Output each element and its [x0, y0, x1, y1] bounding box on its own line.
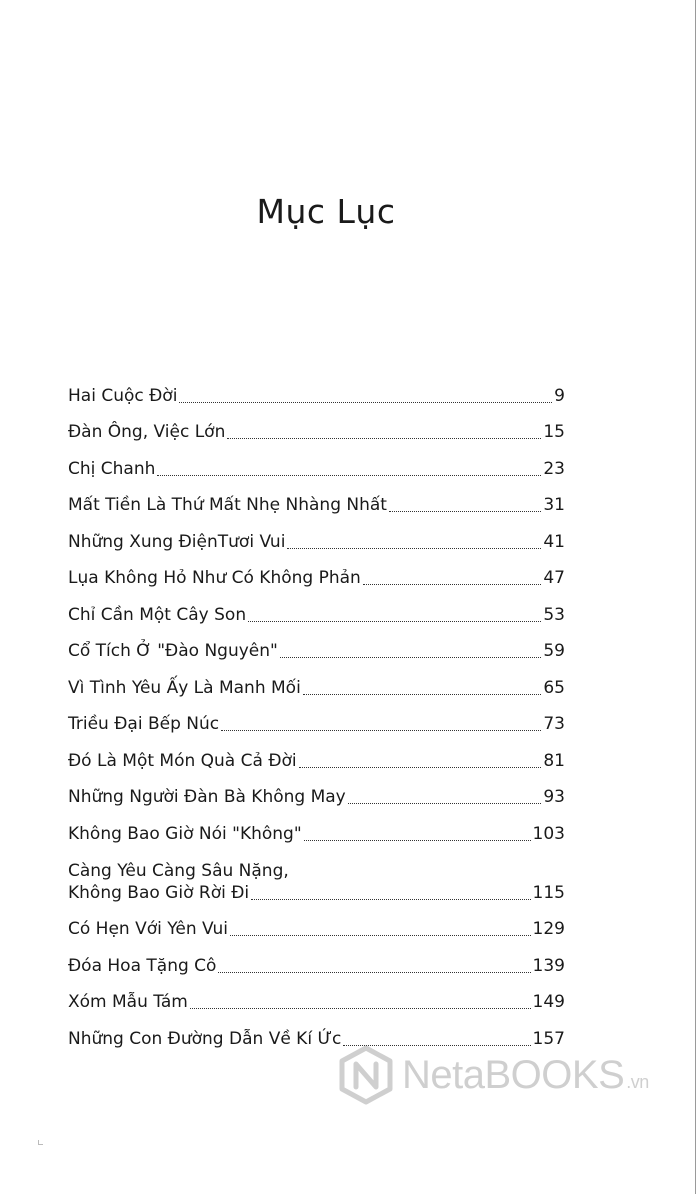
toc-entry-label: Xóm Mẫu Tám — [68, 992, 188, 1012]
dot-leader — [251, 899, 530, 900]
toc-entry-label: Đó Là Một Món Quà Cả Đời — [68, 750, 297, 771]
toc-entry-page: 115 — [532, 882, 565, 903]
dot-leader — [248, 621, 541, 622]
toc-entry — [68, 742, 565, 779]
toc-entry-page: 73 — [543, 714, 565, 734]
toc-entry — [68, 911, 565, 948]
dot-leader — [227, 438, 541, 439]
toc-entry-page: 149 — [532, 992, 565, 1012]
dot-leader — [190, 1008, 531, 1009]
page-edge-line — [695, 0, 696, 1194]
toc-entry-page: 93 — [543, 787, 565, 807]
dot-leader — [218, 972, 530, 973]
toc-entry-page: 23 — [543, 458, 565, 479]
toc-entry-page: 41 — [543, 531, 565, 552]
toc-entry-page: 157 — [532, 1028, 565, 1049]
toc-entry-label-continued: Không Bao Giờ Rời Đi — [68, 882, 250, 903]
dot-leader — [230, 935, 531, 936]
dot-leader — [303, 694, 542, 695]
corner-mark — [38, 1140, 43, 1145]
toc-entry-page: 103 — [532, 823, 565, 844]
neta-n-hexagon-icon — [336, 1045, 396, 1105]
dot-leader — [221, 730, 541, 731]
toc-entry-label: Đóa Hoa Tặng Cô — [68, 955, 217, 976]
toc-entry — [68, 560, 565, 597]
toc-entry-page: 65 — [543, 677, 565, 698]
toc-entry — [68, 852, 565, 911]
toc-entry-label: Những Con Đường Dẫn Về Kí Ức — [68, 1028, 342, 1049]
toc-entry — [68, 377, 565, 414]
watermark-suffix: .vn — [626, 1071, 649, 1092]
table-of-contents — [68, 377, 565, 1057]
toc-entry — [68, 487, 565, 524]
dot-leader — [287, 548, 541, 549]
toc-entry — [68, 706, 565, 743]
toc-entry — [68, 984, 565, 1021]
toc-entry-page: 31 — [543, 495, 565, 515]
watermark — [336, 1043, 676, 1107]
toc-entry — [68, 779, 565, 816]
toc-entry-label: Lụa Không Hỏ Như Có Không Phản — [68, 568, 361, 588]
toc-entry-label: Càng Yêu Càng Sâu Nặng, — [68, 860, 289, 881]
page-title: Mục Lục — [256, 192, 396, 231]
toc-entry-label: Cổ Tích Ở "Đào Nguyên" — [68, 641, 278, 661]
toc-entry-page: 81 — [543, 750, 565, 771]
toc-entry — [68, 815, 565, 852]
toc-entry — [68, 523, 565, 560]
toc-entry-label: Mất Tiền Là Thứ Mất Nhẹ Nhàng Nhất — [68, 495, 387, 515]
toc-entry-page: 9 — [554, 385, 565, 406]
dot-leader — [157, 475, 541, 476]
toc-entry-label: Vì Tình Yêu Ấy Là Manh Mối — [68, 677, 301, 698]
toc-entry — [68, 414, 565, 451]
toc-entry — [68, 596, 565, 633]
toc-entry-page: 139 — [532, 955, 565, 976]
dot-leader — [179, 402, 552, 403]
toc-entry — [68, 669, 565, 706]
toc-entry-page: 53 — [543, 604, 565, 625]
toc-entry-page: 47 — [543, 568, 565, 588]
toc-entry-label: Đàn Ông, Việc Lớn — [68, 422, 226, 442]
toc-entry-label: Không Bao Giờ Nói "Không" — [68, 823, 302, 844]
watermark-brand: NetaBOOKS .vn — [402, 1052, 649, 1097]
toc-entry-label: Hai Cuộc Đời — [68, 385, 178, 406]
toc-entry-label: Những Xung ĐiệnTươi Vui — [68, 531, 286, 552]
dot-leader — [363, 584, 542, 585]
toc-entry-label: Chỉ Cần Một Cây Son — [68, 604, 247, 625]
toc-entry-label: Triều Đại Bếp Núc — [68, 714, 220, 734]
toc-entry — [68, 947, 565, 984]
toc-entry-label: Có Hẹn Với Yên Vui — [68, 919, 228, 939]
toc-entry-label: Chị Chanh — [68, 458, 156, 479]
dot-leader — [348, 803, 542, 804]
dot-leader — [280, 657, 542, 658]
dot-leader — [304, 840, 531, 841]
toc-entry-label: Những Người Đàn Bà Không May — [68, 787, 346, 807]
toc-entry-page: 15 — [543, 422, 565, 442]
toc-entry — [68, 450, 565, 487]
toc-entry-page: 59 — [543, 641, 565, 661]
dot-leader — [299, 767, 542, 768]
dot-leader — [389, 511, 541, 512]
toc-entry — [68, 633, 565, 670]
toc-entry-page: 129 — [532, 919, 565, 939]
